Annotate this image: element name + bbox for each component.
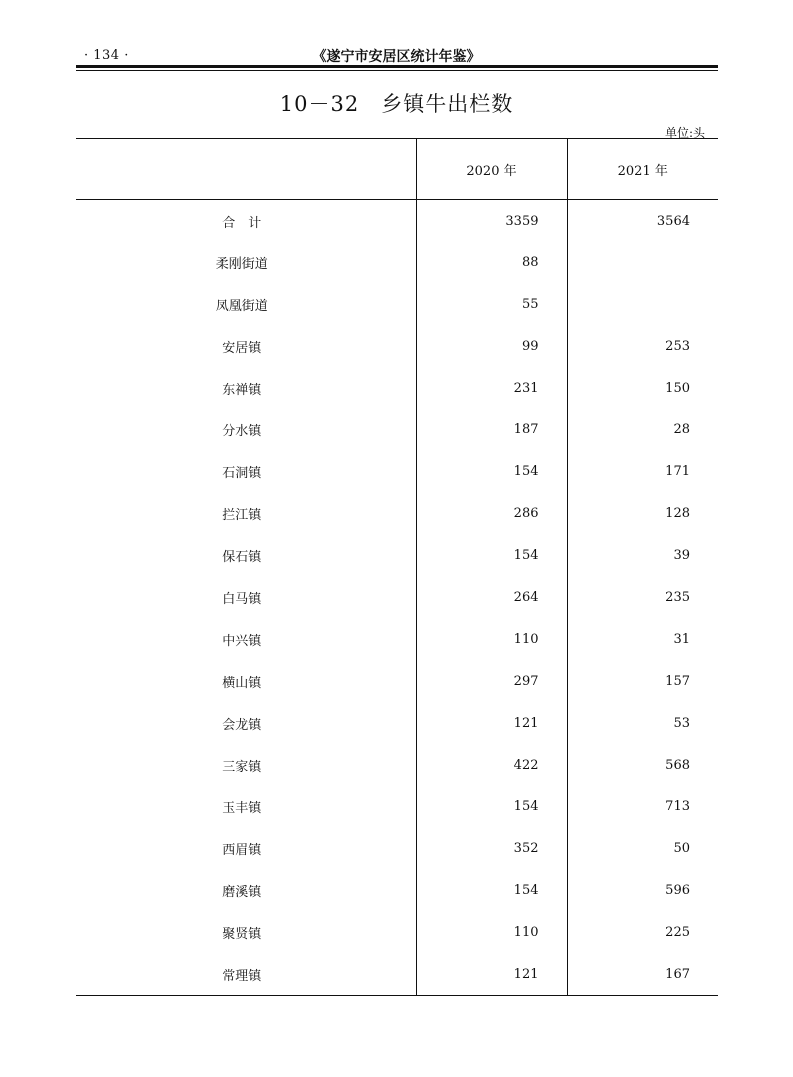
table-row [76,241,718,283]
table-header-row [76,139,718,200]
row-value-2020: 231 [416,367,567,409]
row-value-2021 [567,283,718,325]
table-row [76,451,718,493]
row-value-2020: 3359 [416,200,567,242]
row-value-2020: 99 [416,325,567,367]
table-row [76,870,718,912]
page-number: · 134 · [84,48,129,63]
row-value-2020: 187 [416,409,567,451]
column-header-2021: 2021 年 [567,139,718,200]
row-value-2020: 154 [416,535,567,577]
row-value-2021: 596 [665,883,690,899]
unit-label: 单位:头 [664,126,705,140]
row-value-2021: 568 [665,757,690,773]
row-value-2020: 154 [416,786,567,828]
row-value-2021: 167 [567,954,718,996]
row-value-2020: 422 [416,744,567,786]
row-name: 柔刚街道 [76,241,416,283]
table-number: 10－32 [279,92,360,116]
row-name: 中兴镇 [76,618,416,660]
row-name: 安居镇 [76,325,416,367]
table-row [76,535,718,577]
table-row [76,828,718,870]
row-name: 聚贤镇 [76,912,416,954]
column-header-2020: 2020 年 [416,139,567,200]
table-heading [0,88,793,118]
row-name: 东禅镇 [76,367,416,409]
row-value-2021: 225 [665,925,690,941]
row-value-2021: 157 [665,673,690,689]
row-name: 保石镇 [76,535,416,577]
table-row [76,493,718,535]
row-name: 横山镇 [76,660,416,702]
row-name: 石洞镇 [76,451,416,493]
row-value-2020: 88 [416,241,567,283]
row-value-2020: 121 [416,702,567,744]
row-value-2021: 3564 [656,214,690,230]
row-value-2020: 110 [416,912,567,954]
row-name: 磨溪镇 [76,870,416,912]
row-name: 西眉镇 [76,828,416,870]
row-value-2020: 154 [416,870,567,912]
table-row [76,660,718,702]
row-value-2021: 128 [665,506,690,522]
row-value-2021 [567,241,718,283]
table-body [76,200,718,996]
table-row [76,912,718,954]
row-value-2020: 297 [416,660,567,702]
row-value-2021: 31 [673,631,690,647]
row-name: 分水镇 [76,409,416,451]
row-value-2021: 713 [665,799,690,815]
row-value-2021: 39 [673,548,690,564]
row-value-2021: 50 [673,841,690,857]
table-row-total [76,200,718,242]
row-value-2021: 150 [665,380,690,396]
row-name: 凤凰街道 [76,283,416,325]
header-rule-thick [76,65,718,68]
row-value-2020: 286 [416,493,567,535]
row-name: 合 计 [76,200,416,242]
table-row [76,409,718,451]
row-value-2021: 235 [665,589,690,605]
table-row [76,786,718,828]
table-row [76,744,718,786]
row-value-2021: 28 [673,422,690,438]
row-value-2020: 55 [416,283,567,325]
row-name: 会龙镇 [76,702,416,744]
column-header-name [76,139,416,200]
row-value-2020: 264 [416,577,567,619]
table-row [76,325,718,367]
row-value-2020: 154 [416,451,567,493]
row-value-2021: 171 [665,464,690,480]
row-value-2021: 53 [673,715,690,731]
row-name: 白马镇 [76,577,416,619]
table-row [76,283,718,325]
livestock-table [76,138,718,996]
table-row [76,367,718,409]
row-value-2020: 352 [416,828,567,870]
row-name: 三家镇 [76,744,416,786]
table-row [76,954,718,996]
row-value-2020: 121 [416,954,567,996]
row-value-2020: 110 [416,618,567,660]
table-title: 乡镇牛出栏数 [381,92,514,116]
row-name: 拦江镇 [76,493,416,535]
row-name: 常理镇 [76,954,416,996]
header-rule-thin [76,70,718,71]
table-row [76,702,718,744]
table-row [76,577,718,619]
table-row [76,618,718,660]
row-name: 玉丰镇 [76,786,416,828]
book-title: 《遂宁市安居区统计年鉴》 [312,49,481,65]
row-value-2021: 253 [665,338,690,354]
